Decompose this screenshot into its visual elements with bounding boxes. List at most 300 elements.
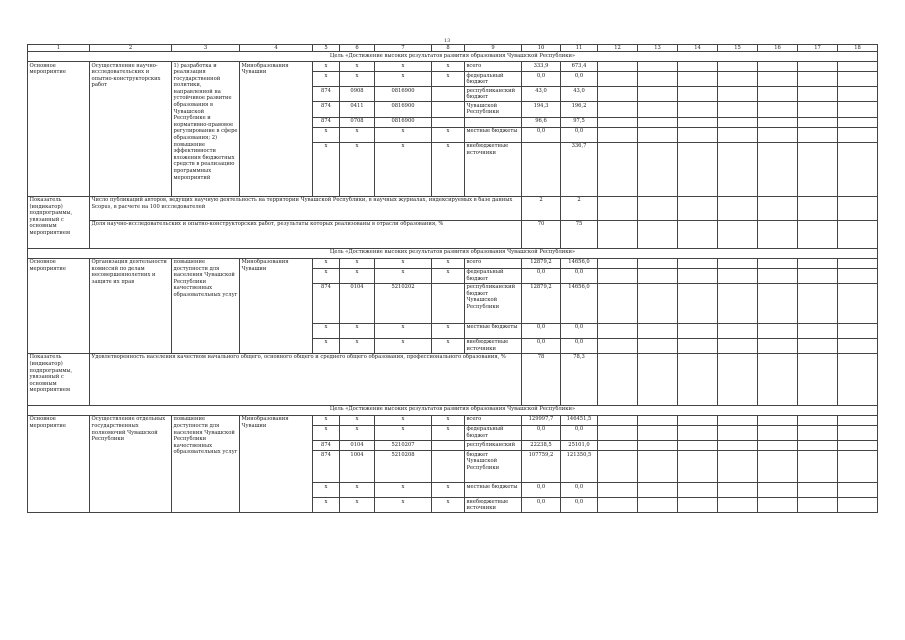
empty-cell-15 (718, 142, 758, 196)
year-value-2: 0,0 (561, 127, 598, 142)
expense-type-code: x (432, 338, 465, 353)
empty-cell-17 (798, 72, 838, 87)
indicator-text: Удовлетворенность населения качеством начального общего, основного общего и среднего общего образования, профессионального образования, % (90, 353, 522, 405)
expense-type-code: x (432, 425, 465, 440)
empty-cell-15 (718, 353, 758, 405)
empty-cell-15 (718, 62, 758, 72)
empty-cell-18 (838, 483, 878, 498)
empty-cell-18 (838, 451, 878, 483)
indicator-row (28, 196, 878, 220)
empty-cell-17 (798, 338, 838, 353)
indicator-label: Показатель (индикатор) подпрограммы, увязанный с основным мероприятием (28, 196, 90, 248)
section-code: 0411 (340, 102, 375, 117)
target-article-code: x (375, 338, 432, 353)
activity-name: Организация деятельности комиссий по делам несовершеннолетних и защите их прав (90, 258, 172, 353)
responsible-executor: Минобразования Чувашии (240, 258, 313, 353)
year-value-2: 196,2 (561, 102, 598, 117)
responsible-executor: Минобразования Чувашии (240, 62, 313, 197)
empty-cell-17 (798, 268, 838, 283)
empty-cell-12 (598, 268, 638, 283)
target-article-code: 5210202 (375, 283, 432, 323)
section-code: 0708 (340, 117, 375, 127)
target-article-code: 5210207 (375, 441, 432, 451)
expense-type-code (432, 441, 465, 451)
indicator-value-1: 2 (522, 196, 561, 220)
year-value-2: 0,0 (561, 268, 598, 283)
empty-cell-15 (718, 117, 758, 127)
grbs-code: x (313, 62, 340, 72)
year-value-2: 14656,0 (561, 283, 598, 323)
responsible-executor: Минобразования Чувашии (240, 415, 313, 512)
column-number-8: 8 (432, 45, 465, 52)
activity-type: Основное мероприятие (28, 62, 90, 197)
target-article-code: x (375, 258, 432, 268)
empty-cell-17 (798, 102, 838, 117)
year-value-1: 0,0 (522, 268, 561, 283)
empty-cell-13 (638, 425, 678, 440)
empty-cell-14 (678, 415, 718, 425)
column-number-17: 17 (798, 45, 838, 52)
funding-source: всего (465, 258, 522, 268)
grbs-code: x (313, 338, 340, 353)
empty-cell-14 (678, 72, 718, 87)
year-value-1: 12879,2 (522, 258, 561, 268)
empty-cell-13 (638, 415, 678, 425)
empty-cell-16 (758, 220, 798, 248)
section-code: 0104 (340, 283, 375, 323)
funding-source: федеральный бюджет (465, 268, 522, 283)
empty-cell-15 (718, 196, 758, 220)
target-article-code: 0816900 (375, 87, 432, 102)
empty-cell-14 (678, 62, 718, 72)
empty-cell-15 (718, 283, 758, 323)
expense-type-code (432, 87, 465, 102)
empty-cell-12 (598, 425, 638, 440)
funding-source (465, 117, 522, 127)
funding-source: местные бюджеты (465, 127, 522, 142)
funding-source: местные бюджеты (465, 323, 522, 338)
grbs-code: x (313, 268, 340, 283)
funding-source: всего (465, 415, 522, 425)
empty-cell-17 (798, 117, 838, 127)
empty-cell-14 (678, 220, 718, 248)
target-article-code: 0816900 (375, 102, 432, 117)
indicator-text: Доля научно-исследовательских и опытно-конструкторских работ, результаты которых реализованы в отрасли образования, % (90, 220, 522, 248)
empty-cell-17 (798, 415, 838, 425)
empty-cell-15 (718, 483, 758, 498)
empty-cell-12 (598, 323, 638, 338)
empty-cell-13 (638, 323, 678, 338)
empty-cell-17 (798, 353, 838, 405)
empty-cell-13 (638, 451, 678, 483)
empty-cell-17 (798, 258, 838, 268)
year-value-1: 0,0 (522, 127, 561, 142)
target-article-code: x (375, 498, 432, 513)
empty-cell-15 (718, 451, 758, 483)
column-number-13: 13 (638, 45, 678, 52)
empty-cell-13 (638, 483, 678, 498)
empty-cell-16 (758, 87, 798, 102)
empty-cell-12 (598, 283, 638, 323)
empty-cell-13 (638, 220, 678, 248)
empty-cell-16 (758, 196, 798, 220)
column-number-row (28, 45, 878, 52)
goal-title: Цель «Достижение высоких результатов развития образования Чувашской Республики» (28, 52, 878, 62)
year-value-1: 0,0 (522, 323, 561, 338)
year-value-1: 0,0 (522, 483, 561, 498)
column-number-7: 7 (375, 45, 432, 52)
empty-cell-13 (638, 268, 678, 283)
empty-cell-16 (758, 415, 798, 425)
empty-cell-16 (758, 142, 798, 196)
empty-cell-13 (638, 62, 678, 72)
empty-cell-14 (678, 268, 718, 283)
empty-cell-18 (838, 142, 878, 196)
funding-source: внебюджетные источники (465, 498, 522, 513)
empty-cell-15 (718, 498, 758, 513)
empty-cell-14 (678, 196, 718, 220)
budget-table (27, 44, 878, 513)
empty-cell-13 (638, 142, 678, 196)
year-value-2: 97,5 (561, 117, 598, 127)
indicator-text: Число публикаций авторов, ведущих научную деятельность на территории Чувашской Республики, в научных журналах, индексируемых в базе данных Scopus, в расчете на 100 исследователей (90, 196, 522, 220)
column-number-16: 16 (758, 45, 798, 52)
empty-cell-13 (638, 196, 678, 220)
empty-cell-15 (718, 102, 758, 117)
empty-cell-18 (838, 283, 878, 323)
goal-row (28, 248, 878, 258)
empty-cell-18 (838, 415, 878, 425)
empty-cell-12 (598, 483, 638, 498)
column-number-14: 14 (678, 45, 718, 52)
expense-type-code: x (432, 498, 465, 513)
goal-row (28, 405, 878, 415)
grbs-code: x (313, 323, 340, 338)
empty-cell-16 (758, 338, 798, 353)
empty-cell-18 (838, 323, 878, 338)
empty-cell-14 (678, 441, 718, 451)
year-value-2: 336,7 (561, 142, 598, 196)
empty-cell-16 (758, 323, 798, 338)
column-number-5: 5 (313, 45, 340, 52)
target-article-code: x (375, 268, 432, 283)
grbs-code: 874 (313, 283, 340, 323)
section-code: x (340, 498, 375, 513)
year-value-1: 12879,2 (522, 283, 561, 323)
activity-type: Основное мероприятие (28, 415, 90, 512)
column-number-12: 12 (598, 45, 638, 52)
empty-cell-16 (758, 441, 798, 451)
funding-source: республиканский (465, 441, 522, 451)
empty-cell-15 (718, 127, 758, 142)
year-value-1: 129997,7 (522, 415, 561, 425)
empty-cell-16 (758, 425, 798, 440)
column-number-1: 1 (28, 45, 90, 52)
section-code: x (340, 323, 375, 338)
expense-type-code (432, 102, 465, 117)
year-value-1: 107759,2 (522, 451, 561, 483)
empty-cell-14 (678, 283, 718, 323)
target-article-code: x (375, 127, 432, 142)
grbs-code: x (313, 425, 340, 440)
indicator-row (28, 220, 878, 248)
empty-cell-14 (678, 142, 718, 196)
year-value-1 (522, 142, 561, 196)
target-article-code: x (375, 72, 432, 87)
column-number-4: 4 (240, 45, 313, 52)
empty-cell-15 (718, 258, 758, 268)
section-code: x (340, 483, 375, 498)
empty-cell-17 (798, 87, 838, 102)
target-article-code: x (375, 483, 432, 498)
grbs-code: 874 (313, 102, 340, 117)
empty-cell-16 (758, 451, 798, 483)
column-number-10: 10 (522, 45, 561, 52)
section-code: x (340, 72, 375, 87)
activity-type: Основное мероприятие (28, 258, 90, 353)
empty-cell-14 (678, 102, 718, 117)
section-code: 0104 (340, 441, 375, 451)
grbs-code: 874 (313, 117, 340, 127)
funding-source: федеральный бюджет (465, 425, 522, 440)
empty-cell-14 (678, 258, 718, 268)
empty-cell-17 (798, 441, 838, 451)
funding-source: всего (465, 62, 522, 72)
empty-cell-13 (638, 441, 678, 451)
empty-cell-15 (718, 338, 758, 353)
expense-type-code (432, 283, 465, 323)
empty-cell-14 (678, 127, 718, 142)
goal-title: Цель «Достижение высоких результатов развития образования Чувашской Республики» (28, 405, 878, 415)
empty-cell-16 (758, 498, 798, 513)
empty-cell-13 (638, 498, 678, 513)
empty-cell-18 (838, 425, 878, 440)
column-number-2: 2 (90, 45, 172, 52)
year-value-2: 121350,5 (561, 451, 598, 483)
empty-cell-12 (598, 142, 638, 196)
empty-cell-13 (638, 353, 678, 405)
empty-cell-12 (598, 220, 638, 248)
empty-cell-12 (598, 102, 638, 117)
empty-cell-17 (798, 323, 838, 338)
empty-cell-14 (678, 353, 718, 405)
funding-source: Чувашской Республики (465, 102, 522, 117)
empty-cell-12 (598, 338, 638, 353)
target-article-code: x (375, 62, 432, 72)
section-code: x (340, 415, 375, 425)
empty-cell-17 (798, 196, 838, 220)
grbs-code: x (313, 127, 340, 142)
year-value-2: 0,0 (561, 498, 598, 513)
target-article-code: x (375, 425, 432, 440)
section-code: x (340, 142, 375, 196)
empty-cell-16 (758, 72, 798, 87)
expected-result: 1) разработка и реализация государственной политики, направленной на устойчивое развитие образования в Чувашской Республике и нормативно-правовое регулирование в сфере образования; 2) повышение эффективности вложения бюджетных средств в реализацию программных мероприятий (172, 62, 240, 197)
indicator-label: Показатель (индикатор) подпрограммы, увязанный с основным мероприятием (28, 353, 90, 405)
year-value-2: 0,0 (561, 425, 598, 440)
empty-cell-14 (678, 323, 718, 338)
section-code: x (340, 127, 375, 142)
column-number-3: 3 (172, 45, 240, 52)
empty-cell-13 (638, 87, 678, 102)
grbs-code: x (313, 258, 340, 268)
indicator-value-1: 70 (522, 220, 561, 248)
empty-cell-14 (678, 498, 718, 513)
empty-cell-12 (598, 441, 638, 451)
funding-row (28, 258, 878, 268)
empty-cell-16 (758, 102, 798, 117)
empty-cell-17 (798, 425, 838, 440)
target-article-code: x (375, 142, 432, 196)
empty-cell-12 (598, 62, 638, 72)
funding-row (28, 62, 878, 72)
expense-type-code: x (432, 415, 465, 425)
year-value-1: 194,3 (522, 102, 561, 117)
empty-cell-15 (718, 268, 758, 283)
empty-cell-18 (838, 196, 878, 220)
target-article-code: x (375, 415, 432, 425)
empty-cell-16 (758, 62, 798, 72)
expense-type-code: x (432, 258, 465, 268)
empty-cell-16 (758, 127, 798, 142)
empty-cell-18 (838, 498, 878, 513)
expected-result: повышение доступности для населения Чувашской Республики качественных образовательных услуг (172, 258, 240, 353)
empty-cell-15 (718, 220, 758, 248)
year-value-2: 0,0 (561, 483, 598, 498)
year-value-1: 0,0 (522, 425, 561, 440)
empty-cell-18 (838, 117, 878, 127)
empty-cell-18 (838, 353, 878, 405)
year-value-2: 14656,0 (561, 258, 598, 268)
section-code: x (340, 268, 375, 283)
empty-cell-16 (758, 268, 798, 283)
empty-cell-13 (638, 127, 678, 142)
empty-cell-15 (718, 323, 758, 338)
expense-type-code (432, 451, 465, 483)
year-value-2: 43,0 (561, 87, 598, 102)
empty-cell-18 (838, 72, 878, 87)
section-code: x (340, 62, 375, 72)
grbs-code: 874 (313, 87, 340, 102)
empty-cell-18 (838, 127, 878, 142)
grbs-code: x (313, 142, 340, 196)
empty-cell-12 (598, 117, 638, 127)
empty-cell-14 (678, 483, 718, 498)
empty-cell-14 (678, 87, 718, 102)
empty-cell-12 (598, 87, 638, 102)
empty-cell-16 (758, 483, 798, 498)
year-value-1: 0,0 (522, 72, 561, 87)
empty-cell-13 (638, 117, 678, 127)
column-number-6: 6 (340, 45, 375, 52)
empty-cell-17 (798, 498, 838, 513)
column-number-9: 9 (465, 45, 522, 52)
empty-cell-17 (798, 220, 838, 248)
expense-type-code: x (432, 483, 465, 498)
empty-cell-17 (798, 283, 838, 323)
expense-type-code: x (432, 323, 465, 338)
expense-type-code: x (432, 268, 465, 283)
empty-cell-16 (758, 353, 798, 405)
empty-cell-17 (798, 483, 838, 498)
target-article-code: x (375, 323, 432, 338)
year-value-1: 96,6 (522, 117, 561, 127)
indicator-row (28, 353, 878, 405)
year-value-1: 43,0 (522, 87, 561, 102)
section-code: x (340, 425, 375, 440)
indicator-value-2: 78,3 (561, 353, 598, 405)
year-value-2: 0,0 (561, 72, 598, 87)
column-number-11: 11 (561, 45, 598, 52)
empty-cell-16 (758, 258, 798, 268)
empty-cell-13 (638, 338, 678, 353)
empty-cell-15 (718, 425, 758, 440)
funding-row (28, 415, 878, 425)
empty-cell-15 (718, 87, 758, 102)
expense-type-code: x (432, 142, 465, 196)
column-number-18: 18 (838, 45, 878, 52)
empty-cell-12 (598, 498, 638, 513)
section-code: 0908 (340, 87, 375, 102)
target-article-code: 5210208 (375, 451, 432, 483)
empty-cell-15 (718, 415, 758, 425)
grbs-code: x (313, 72, 340, 87)
funding-source: республиканский бюджет Чувашской Республики (465, 283, 522, 323)
empty-cell-17 (798, 127, 838, 142)
expense-type-code: x (432, 72, 465, 87)
empty-cell-13 (638, 72, 678, 87)
section-code: x (340, 258, 375, 268)
year-value-1: 0,0 (522, 338, 561, 353)
empty-cell-18 (838, 338, 878, 353)
year-value-2: 146451,5 (561, 415, 598, 425)
funding-source: внебюджетные источники (465, 338, 522, 353)
funding-source: внебюджетные источники (465, 142, 522, 196)
empty-cell-17 (798, 451, 838, 483)
grbs-code: x (313, 483, 340, 498)
expense-type-code: x (432, 127, 465, 142)
page-number: 13 (444, 38, 451, 44)
empty-cell-15 (718, 441, 758, 451)
column-number-15: 15 (718, 45, 758, 52)
goal-title: Цель «Достижение высоких результатов развития образования Чувашской Республики» (28, 248, 878, 258)
empty-cell-15 (718, 72, 758, 87)
empty-cell-16 (758, 117, 798, 127)
activity-name: Осуществление отдельных государственных полномочий Чувашской Республики (90, 415, 172, 512)
goal-row (28, 52, 878, 62)
empty-cell-12 (598, 258, 638, 268)
year-value-2: 25101,0 (561, 441, 598, 451)
funding-source: местные бюджеты (465, 483, 522, 498)
empty-cell-14 (678, 117, 718, 127)
empty-cell-18 (838, 62, 878, 72)
activity-name: Осуществление научно-исследовательских и опытно-конструкторских работ (90, 62, 172, 197)
section-code: x (340, 338, 375, 353)
empty-cell-14 (678, 451, 718, 483)
indicator-value-2: 75 (561, 220, 598, 248)
empty-cell-18 (838, 87, 878, 102)
grbs-code: x (313, 498, 340, 513)
empty-cell-12 (598, 451, 638, 483)
year-value-1: 333,9 (522, 62, 561, 72)
year-value-1: 0,0 (522, 498, 561, 513)
year-value-2: 673,4 (561, 62, 598, 72)
empty-cell-17 (798, 142, 838, 196)
funding-source: бюджет Чувашской Республики (465, 451, 522, 483)
empty-cell-17 (798, 62, 838, 72)
empty-cell-12 (598, 353, 638, 405)
empty-cell-13 (638, 258, 678, 268)
